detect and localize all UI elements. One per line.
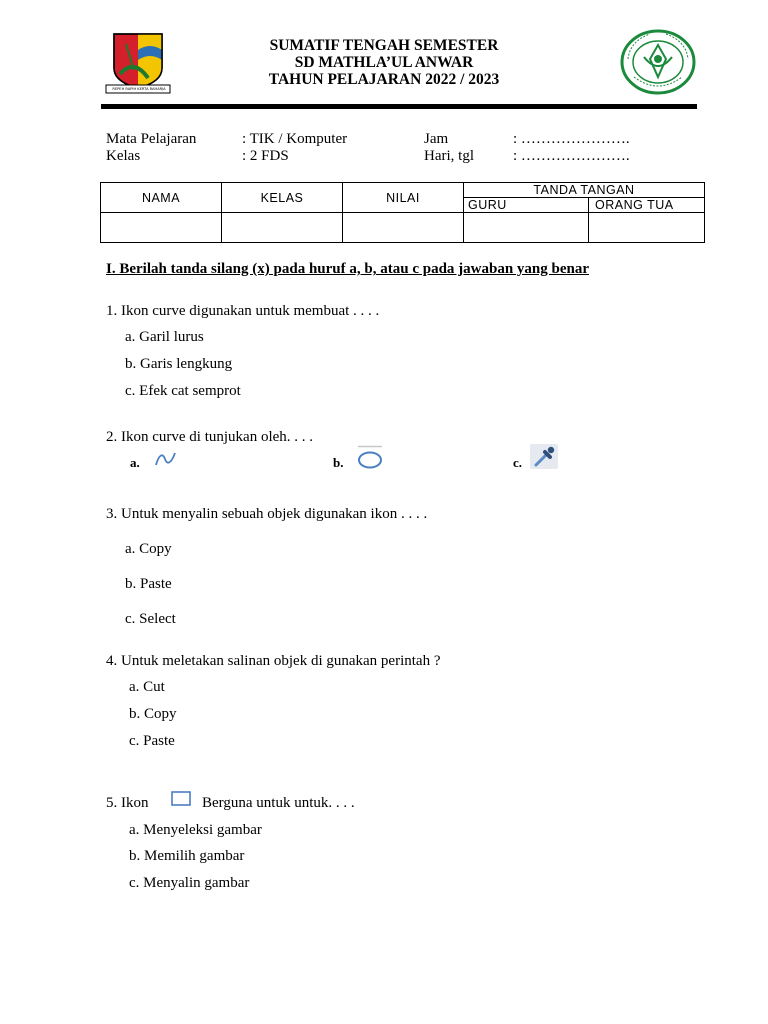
q2-option-b[interactable]: b. xyxy=(333,455,344,470)
q5-option-c[interactable]: c. Menyalin gambar xyxy=(129,875,250,891)
header-nilai: NILAI xyxy=(343,183,464,213)
day-label: Hari, tgl xyxy=(424,148,474,164)
header-kelas: KELAS xyxy=(222,183,343,213)
section-instruction: I. Berilah tanda silang (x) pada huruf a, b, atau c pada jawaban yang benar xyxy=(106,261,590,277)
question-3: 3. Untuk menyalin sebuah objek digunakan ikon . . . . xyxy=(106,506,428,522)
q3-option-c[interactable]: c. Select xyxy=(125,611,176,627)
exam-title: SUMATIF TENGAH SEMESTER xyxy=(269,37,499,54)
header-divider xyxy=(101,104,697,109)
color-picker-icon xyxy=(530,444,558,469)
day-value[interactable]: : …………………. xyxy=(513,148,630,164)
ellipse-icon xyxy=(356,445,384,471)
kelas-cell[interactable] xyxy=(222,213,343,243)
q5-option-a[interactable]: a. Menyeleksi gambar xyxy=(129,822,262,838)
student-identity-table xyxy=(100,182,705,243)
class-value: : 2 FDS xyxy=(242,148,289,164)
class-label: Kelas xyxy=(106,148,141,164)
q4-option-b[interactable]: b. Copy xyxy=(129,706,177,722)
subject-label: Mata Pelajaran xyxy=(106,131,197,147)
time-value[interactable]: : …………………. xyxy=(513,131,630,147)
nama-cell[interactable] xyxy=(101,213,222,243)
academic-year: TAHUN PELAJARAN 2022 / 2023 xyxy=(268,71,500,88)
q3-option-b[interactable]: b. Paste xyxy=(125,576,172,592)
guru-signature-cell[interactable] xyxy=(464,213,589,243)
header-tanda-tangan: TANDA TANGAN xyxy=(464,183,705,198)
subject-value: : TIK / Komputer xyxy=(242,131,348,147)
school-name: SD MATHLA’UL ANWAR xyxy=(294,54,474,71)
time-label: Jam xyxy=(424,131,449,147)
logo-caption: REPEH RAPIH KERTA RAHARJA xyxy=(112,87,166,91)
q2-option-a[interactable]: a. xyxy=(130,455,140,470)
question-4: 4. Untuk meletakan salinan objek di gunakan perintah ? xyxy=(106,653,441,669)
header-orang-tua: ORANG TUA xyxy=(589,198,705,213)
header-guru: GURU xyxy=(464,198,589,213)
orang-tua-signature-cell[interactable] xyxy=(589,213,705,243)
rectangle-icon xyxy=(170,790,192,808)
header-nama: NAMA xyxy=(101,183,222,213)
q4-option-a[interactable]: a. Cut xyxy=(129,679,165,695)
q1-option-b[interactable]: b. Garis lengkung xyxy=(125,356,233,372)
q3-option-a[interactable]: a. Copy xyxy=(125,541,172,557)
nilai-cell[interactable] xyxy=(343,213,464,243)
school-seal-logo xyxy=(620,29,696,95)
q5-option-b[interactable]: b. Memilih gambar xyxy=(129,848,245,864)
q1-option-c[interactable]: c. Efek cat semprot xyxy=(125,383,241,399)
question-1: 1. Ikon curve digunakan untuk membuat . . . . xyxy=(106,303,380,319)
q4-option-c[interactable]: c. Paste xyxy=(129,733,175,749)
curve-icon xyxy=(153,448,179,470)
q1-option-a[interactable]: a. Garil lurus xyxy=(125,329,204,345)
question-5-pre: 5. Ikon xyxy=(106,795,149,811)
question-2: 2. Ikon curve di tunjukan oleh. . . . xyxy=(106,429,314,445)
q2-option-c[interactable]: c. xyxy=(513,455,523,470)
question-5-post: Berguna untuk untuk. . . . xyxy=(202,795,355,811)
